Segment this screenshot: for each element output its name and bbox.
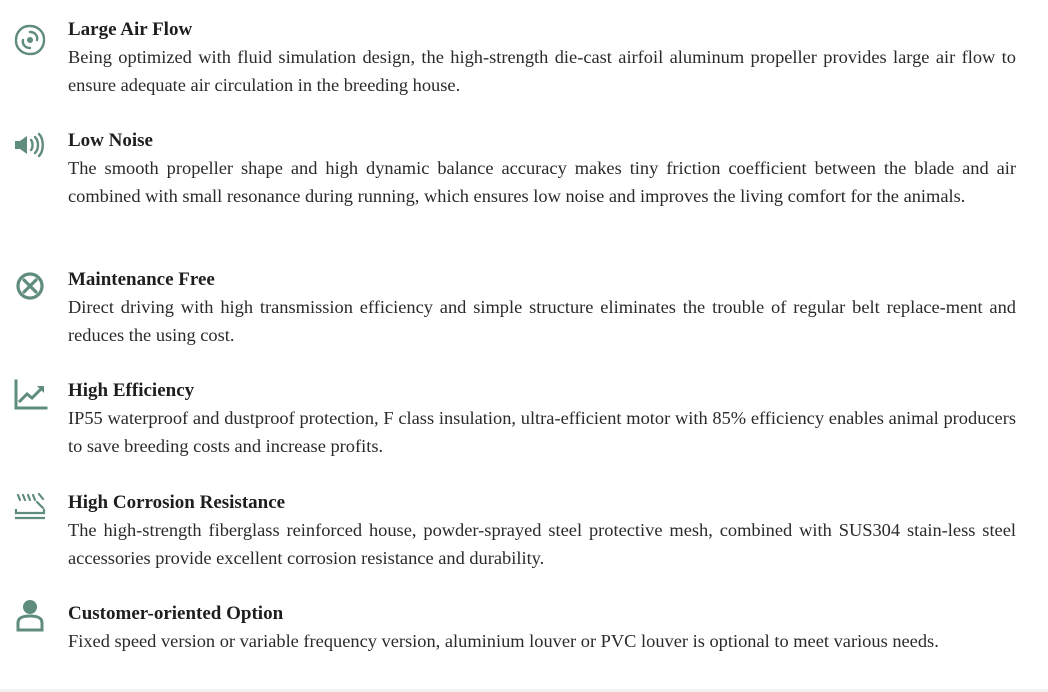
- feature-description: The high-strength fiberglass reinforced house, powder-sprayed steel protective mesh, combined with SUS304 stain-less steel accessories provide excellent corrosion resistance and durability.: [68, 520, 1016, 568]
- feature-description: Direct driving with high transmission efficiency and simple structure eliminates the trouble of regular belt replace-ment and reduces the using cost.: [68, 297, 1016, 345]
- air-flow-swirl-icon: [12, 22, 48, 58]
- feature-title: High Corrosion Resistance: [68, 492, 286, 513]
- feature-description: IP55 waterproof and dustproof protection, F class insulation, ultra-efficient motor with 85% efficiency enables animal producers to save breeding costs and increase profits.: [68, 408, 1016, 456]
- feature-description: Being optimized with fluid simulation design, the high-strength die-cast airfoil aluminum propeller provides large air flow to ensure adequate air circulation in the breeding house.: [68, 47, 1016, 95]
- corrosion-resistance-icon: [12, 489, 48, 525]
- feature-title: High Efficiency: [68, 380, 195, 401]
- feature-title: Large Air Flow: [68, 19, 193, 40]
- feature-description: Fixed speed version or variable frequency version, aluminium louver or PVC louver is optional to meet various needs.: [68, 631, 939, 651]
- feature-title: Maintenance Free: [68, 269, 215, 290]
- feature-title: Low Noise: [68, 130, 153, 151]
- no-maintenance-icon: [12, 268, 48, 304]
- user-icon: [12, 597, 48, 633]
- speaker-volume-icon: [12, 127, 48, 163]
- trending-chart-icon: [12, 377, 48, 413]
- feature-description: The smooth propeller shape and high dynamic balance accuracy makes tiny friction coefficient between the blade and air combined with small resonance during running, which ensures low noise and improves the living comfort for the animals.: [68, 158, 1016, 206]
- feature-title: Customer-oriented Option: [68, 603, 284, 624]
